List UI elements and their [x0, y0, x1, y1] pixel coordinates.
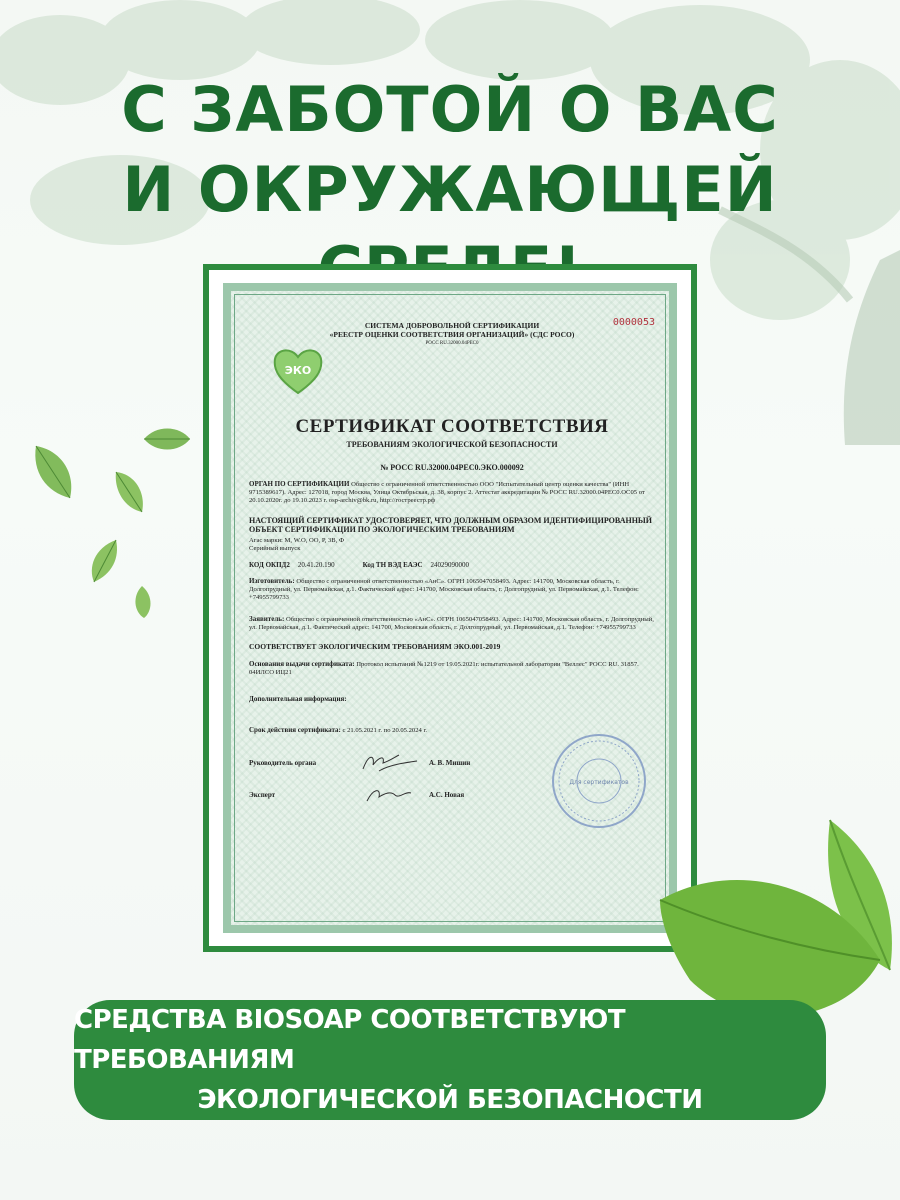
leaf-icon	[112, 468, 148, 516]
validity-text: с 21.05.2021 г. по 20.05.2024 г.	[342, 727, 428, 735]
applicant-label: Заявитель:	[249, 614, 285, 623]
tnved-label: Код ТН ВЭД ЕАЭС	[362, 561, 423, 570]
leaf-icon	[130, 584, 154, 620]
okpd-label: КОД ОКПД2	[249, 561, 290, 570]
head-name: А. В. Мишин	[429, 759, 471, 768]
signature-icon	[359, 751, 429, 775]
maker-section	[249, 577, 655, 603]
headline-line-1: С ЗАБОТОЙ О ВАС	[121, 73, 779, 146]
tnved-value: 24029090000	[430, 561, 470, 570]
headline-line-2: И ОКРУЖАЮЩЕЙ	[122, 153, 778, 226]
organ-label: ОРГАН ПО СЕРТИФИКАЦИИ	[249, 480, 350, 488]
stamp-text: Для сертификатов	[569, 779, 629, 786]
certification-stamp-icon	[549, 731, 649, 831]
certificate-document	[223, 283, 677, 933]
applicant-text: Общество с ограниченной ответственностью «АнС». ОГРН 1065047058493. Адрес: 141700, Московская область, г. Долгопрудный, ул. Первомайская, д.1. Фактический адрес: 141700, Московская область, г. Долгопрудный, ул. Первомайская, д.1. Телефон: +74955799733	[249, 615, 654, 631]
extra-info	[249, 695, 655, 704]
expert-role: Эксперт	[249, 791, 276, 800]
basis-section	[249, 660, 655, 677]
certificate-number: № РОСС RU.32000.04РЕС0.ЭКО.000092	[380, 463, 524, 472]
expert-name: А.С. Новая	[429, 791, 465, 800]
basis-label: Основания выдачи сертификата:	[249, 659, 355, 668]
object-section	[249, 537, 655, 553]
head-role: Руководитель органа	[249, 759, 317, 768]
okpd-value: 20.41.20.190	[297, 561, 335, 570]
leaf-icon	[30, 442, 78, 502]
system-line-2: «РЕЕСТР ОЦЕНКИ СООТВЕТСТВИЯ ОРГАНИЗАЦИЙ» (СДС РОСО)	[329, 330, 575, 339]
banner-line-2: ЭКОЛОГИЧЕСКОЙ БЕЗОПАСНОСТИ	[197, 1085, 703, 1115]
system-reg: РОСС RU.32000.04РЕС0	[425, 341, 479, 346]
organ-section	[249, 480, 655, 506]
object-line-2: Серийный выпуск	[249, 544, 301, 552]
certificate-title: СЕРТИФИКАТ СООТВЕТСТВИЯ	[295, 416, 609, 437]
codes-row	[249, 561, 655, 569]
validity-label: Срок действия сертификата:	[249, 726, 341, 735]
maker-label: Изготовитель:	[249, 577, 295, 586]
certificate-statement: НАСТОЯЩИЙ СЕРТИФИКАТ УДОСТОВЕРЯЕТ, ЧТО ДОЛЖНЫМ ОБРАЗОМ ИДЕНТИФИЦИРОВАННЫЙ ОБЪЕКТ СЕРТИФИКАЦИИ ПО ЭКОЛОГИЧЕСКИМ ТРЕБОВАНИЯМ	[249, 515, 653, 535]
eco-logo-text: ЭКО	[284, 364, 312, 377]
system-line-1: СИСТЕМА ДОБРОВОЛЬНОЙ СЕРТИФИКАЦИИ	[364, 321, 540, 330]
extra-label: Дополнительная информация:	[249, 694, 347, 703]
conformity-statement: СООТВЕТСТВУЕТ ЭКОЛОГИЧЕСКИМ ТРЕБОВАНИЯМ ЭКО.001-2019	[249, 642, 501, 652]
signature-icon	[359, 783, 429, 807]
certificate-serial: 0000053	[612, 317, 655, 328]
applicant-section	[249, 615, 655, 632]
leaf-icon	[86, 536, 122, 586]
object-line-1: Агас марки: М, W.O, ОО, Р, 3В, Ф	[249, 536, 345, 544]
compliance-banner	[74, 1000, 826, 1120]
eco-heart-logo-icon	[271, 343, 325, 397]
leaf-icon	[142, 424, 192, 454]
maker-text: Общество с ограниченной ответственностью «АнС». ОГРН 1065047058493. Адрес: 141700, Московская область, г. Долгопрудный, ул. Первомайская, д.1. Фактический адрес: 141700, Московская область, г. Долгопрудный, ул. Первомайская, д.1. Телефон: +74955799733	[249, 578, 639, 602]
basis-text: Протокол испытаний №1219 от 19.05.2021г. испытательной лаборатории "Веллес" РОСС RU. 31857. 04ИЛСО ИЦ21	[249, 660, 639, 676]
certificate-subtitle: ТРЕБОВАНИЯМ ЭКОЛОГИЧЕСКОЙ БЕЗОПАСНОСТИ	[346, 440, 558, 449]
organ-text: Общество с ограниченной ответственностью ООО "Испытательный центр оценки качества" (ИНН 9715389617). Адрес: 127018, город Москва, Улица Октябрьская, д. 38, корпус 2. Аттестат аккредитации № РОСС RU.32000.04РЕС0.ОС05 от 20.10.2020г. до 19.10.2023 г. osp-archiv@bk.ru, http://гостреестр.рф	[249, 481, 645, 505]
banner-line-1: СРЕДСТВА BIOSOAP СООТВЕТСТВУЮТ ТРЕБОВАНИЯМ	[74, 1005, 626, 1075]
certificate-frame	[203, 264, 697, 952]
